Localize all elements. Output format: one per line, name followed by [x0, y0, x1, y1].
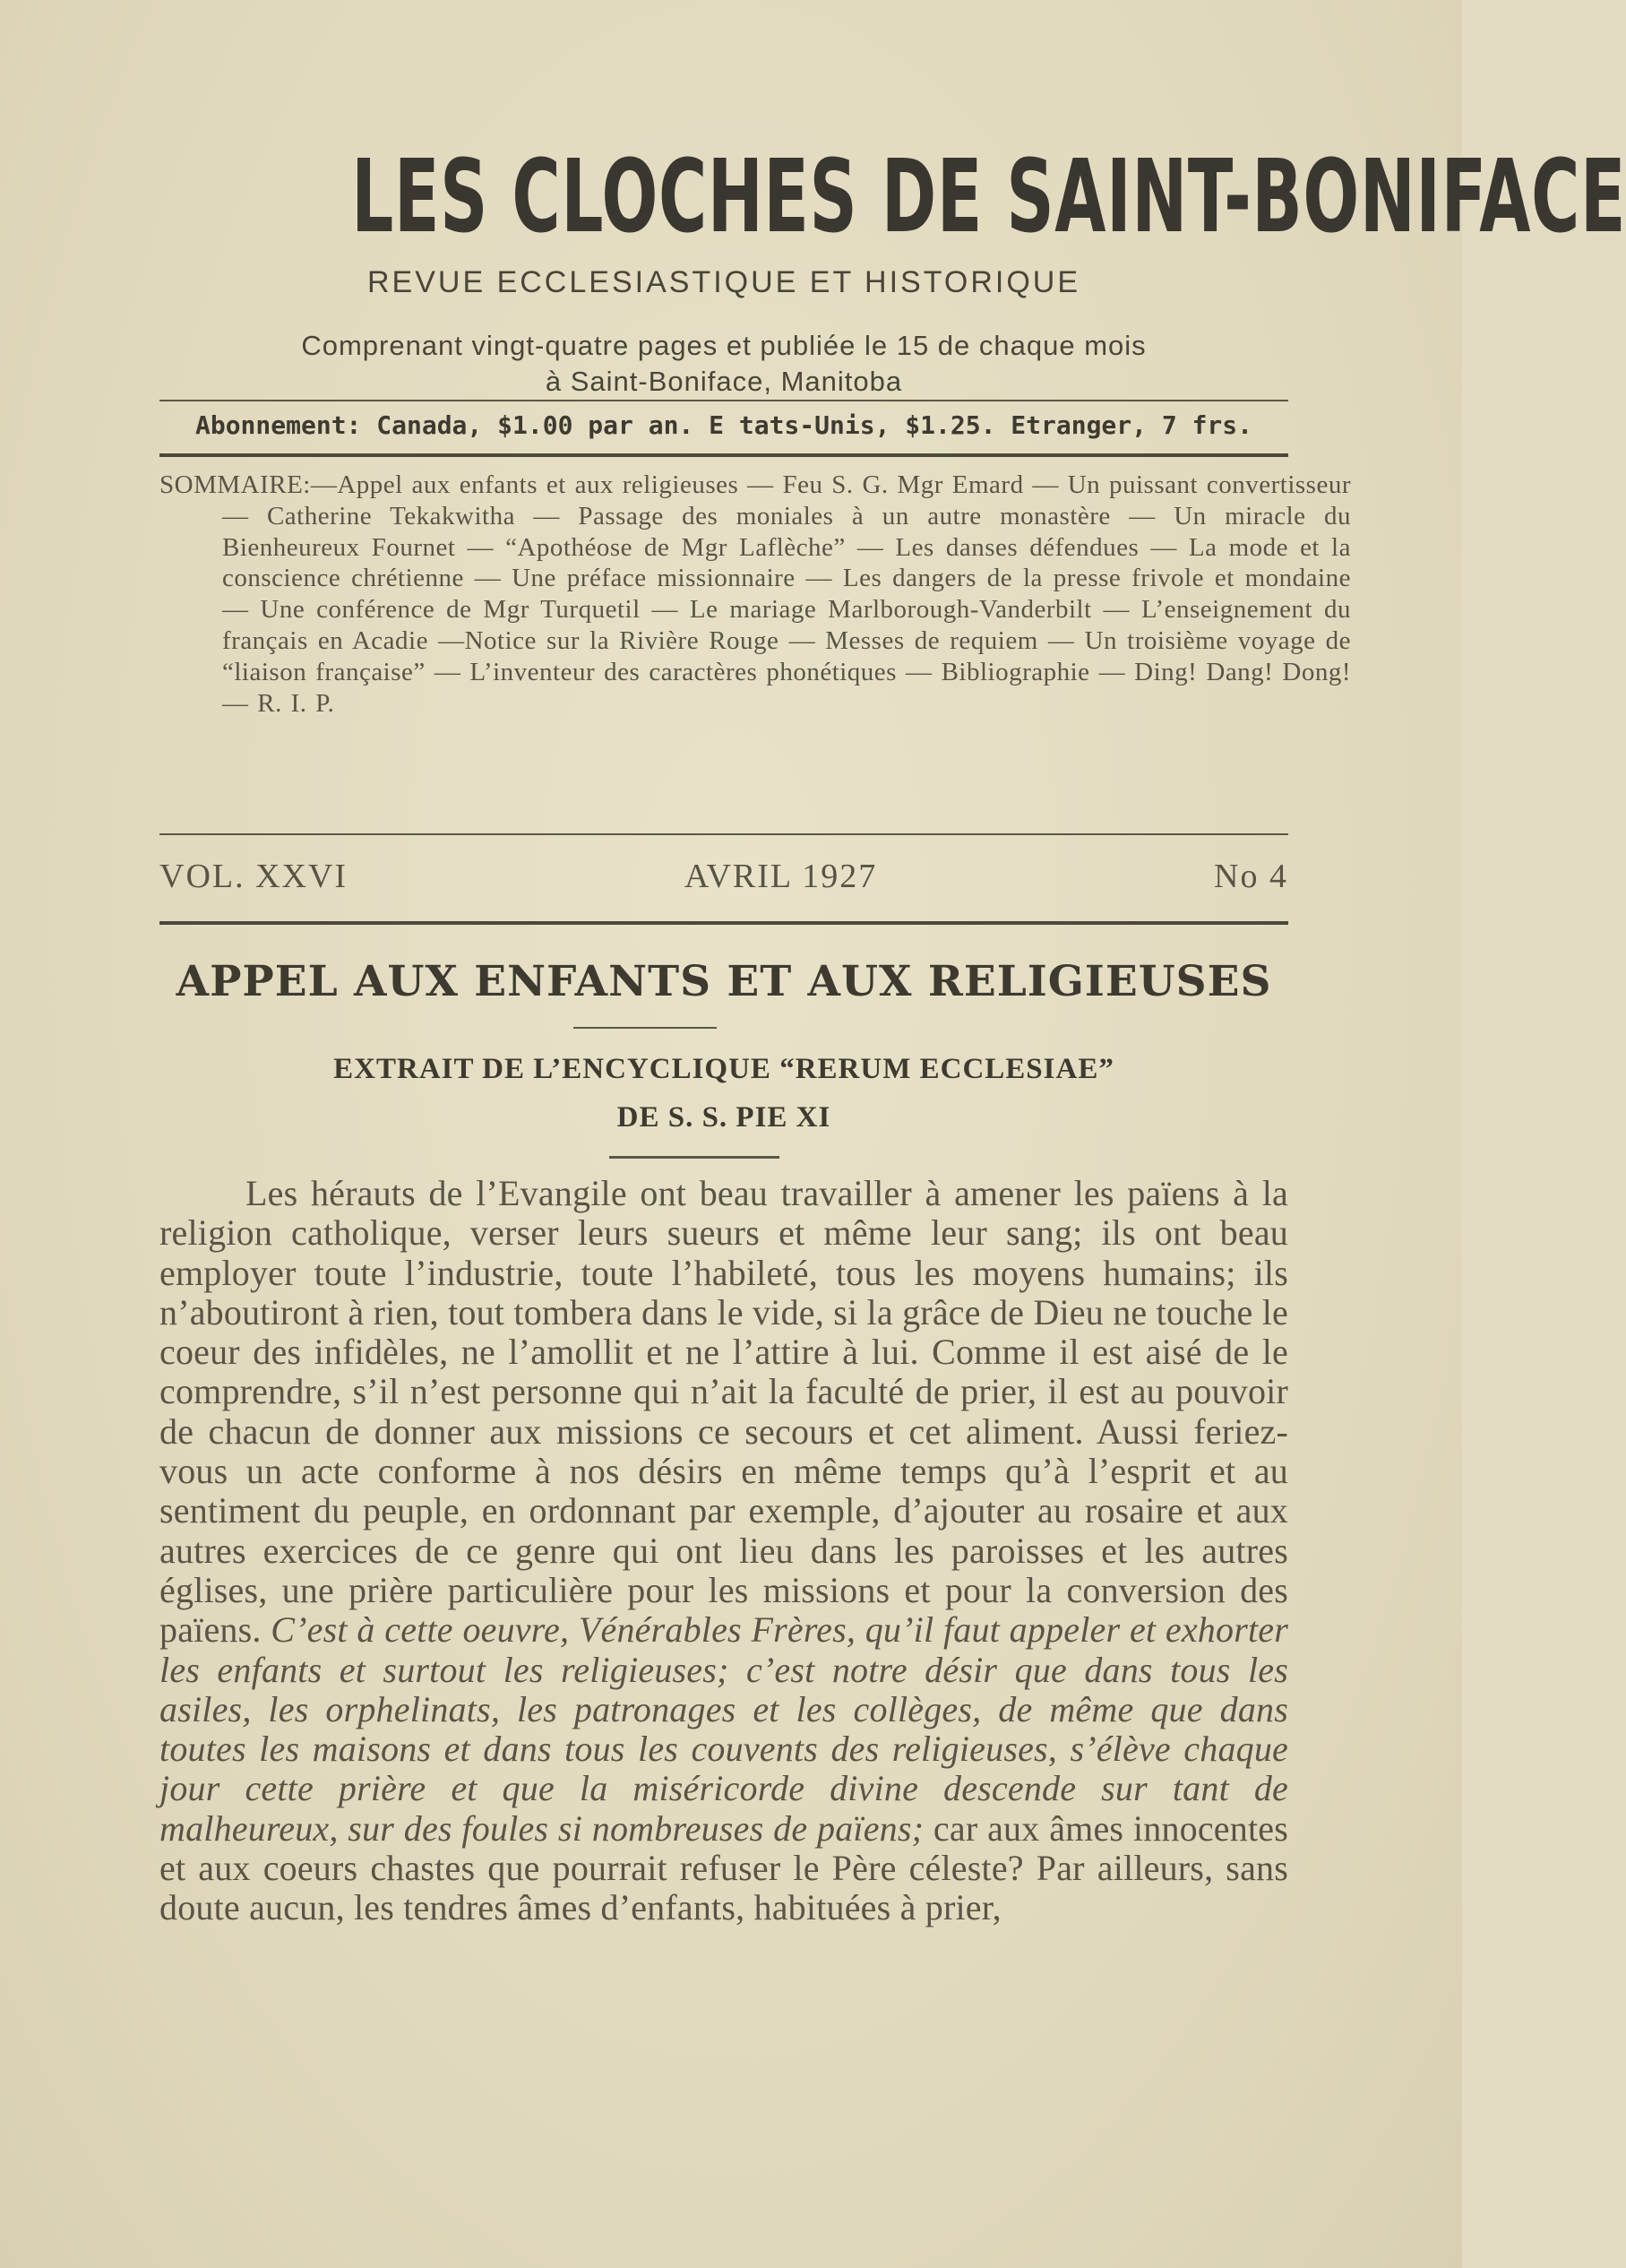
masthead-subtitle: REVUE ECCLESIASTIQUE ET HISTORIQUE	[366, 265, 1080, 299]
subscription-line: Abonnement: Canada, $1.00 par an. E tats-Unis, $1.25. Etranger, 7 frs.	[194, 410, 1253, 440]
volume-label: VOL. XXVI	[159, 858, 348, 895]
divider-rule	[159, 833, 1288, 835]
body-text-italic: C’est à cette oeuvre, Vénérables Frères, qu’il faut appeler et exhorter les enfants et surtout les religieuses; c’est notre désir que dans tous les asiles, les orphelinats, les patronages et les collèges, de même que dans toutes les maisons et dans tous les couvents des religieuses, s’élève chaque jour cette prière et que la miséricorde divine descende sur tant de malheureux, sur des foules si nombreuses de païens;	[159, 1609, 1288, 1849]
masthead-description	[159, 328, 1288, 400]
issue-date: AVRIL 1927	[684, 858, 878, 895]
description-line-2: à Saint-Boniface, Manitoba	[545, 366, 903, 397]
title-underline	[573, 1027, 717, 1029]
body-text-part-2: car aux âmes innocentes et aux coeurs chastes que pourrait refuser le Père céleste? Par ailleurs, sans doute aucun, les tendres âmes d’enfants, habituées à prier,	[159, 1807, 1288, 1928]
section-divider	[609, 1156, 779, 1159]
table-of-contents: SOMMAIRE:—Appel aux enfants et aux religieuses — Feu S. G. Mgr Emard — Un puissant convertisseur — Catherine Tekakwitha — Passage des moniales à un autre monastère — Un miracle du Bienheureux Fournet — “Apothéose de Mgr Laflèche” — Les danses défendues — La mode et la conscience chrétienne — Une préface missionnaire — Les dangers de la presse frivole et mondaine — Une conférence de Mgr Turquetil — Le mariage Marlborough-Vanderbilt — L’enseignement du français en Acadie —Notice sur la Rivière Rouge — Messes de requiem — Un troisième voyage de “liaison française” — L’inventeur des caractères phonétiques — Bibliographie — Ding! Dang! Dong! — R. I. P.	[159, 470, 1351, 718]
issue-info	[159, 857, 1288, 896]
extract-line-1: EXTRAIT DE L’ENCYCLIQUE “RERUM ECCLESIAE”	[333, 1053, 1114, 1085]
description-line-1: Comprenant vingt-quatre pages et publiée le 15 de chaque mois	[301, 330, 1147, 361]
extract-line-2: DE S. S. PIE XI	[616, 1101, 831, 1134]
masthead-title: LES CLOCHES DE SAINT-BONIFACE	[351, 139, 1626, 255]
article-body	[159, 1174, 1288, 1928]
article-extract-heading	[159, 1045, 1288, 1142]
divider-rule	[159, 400, 1288, 401]
article-title: APPEL AUX ENFANTS ET AUX RELIGIEUSES	[176, 957, 1272, 1006]
body-text-part-1: Les hérauts de l’Evangile ont beau travailler à amener les païens à la religion catholique, verser leurs sueurs et même leur sang; ils ont beau employer toute l’industrie, toute l’habileté, tous les moyens humains; ils n’aboutiront à rien, tout tombera dans le vide, si la grâce de Dieu ne touche le coeur des infidèles, ne l’amollit et ne l’attire à lui. Comme il est aisé de le comprendre, s’il n’est personne qui n’ait la faculté de prier, il est au pouvoir de chacun de donner aux missions ce secours et cet aliment. Aussi feriez-vous un acte conforme à nos désirs en même temps qu’à l’esprit et au sentiment du peuple, en ordonnant par exemple, d’ajouter au rosaire et aux autres exercices de ce genre qui ont lieu dans les paroisses et les autres églises, une prière particulière pour les missions et pour la conversion des païens.	[159, 1173, 1288, 1651]
issue-number: No 4	[1214, 858, 1288, 895]
divider-rule-thick	[159, 453, 1288, 457]
divider-rule-thick	[159, 921, 1288, 925]
